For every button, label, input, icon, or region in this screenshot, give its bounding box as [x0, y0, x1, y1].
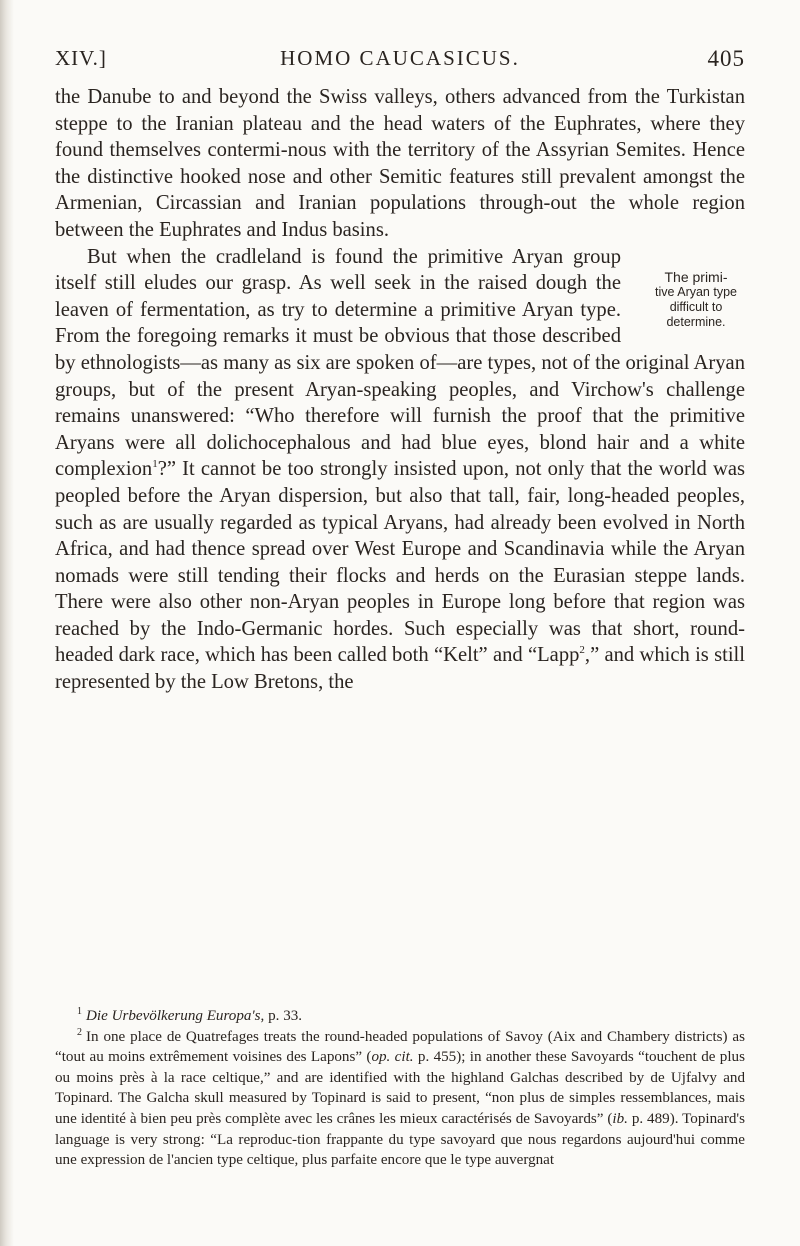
footnote-ref-1: 1 [152, 458, 158, 471]
margin-note-line: determine. [666, 314, 726, 329]
paragraph-2-text-end: ,” and which is still represented by the Low Bretons, the [55, 644, 745, 694]
footnote-mark-2: 2 [77, 1026, 82, 1038]
footnotes [55, 1006, 745, 1171]
body-text [55, 84, 745, 696]
margin-note [635, 270, 757, 330]
paragraph-1: the Danube to and beyond the Swiss valleys, others advanced from the Turkistan steppe to the Iranian plateau and the head waters of the Euphrates, where they found themselves contermi-nous with the territory of the Assyrian Semites. Hence the distinctive hooked nose and other Semitic features still prevalent amongst the Armenian, Circassian and Iranian populations through-out the whole region between the Euphrates and Indus basins. [55, 86, 745, 241]
footnote-2-text: In one place de Quatrefages treats the round-headed populations of Savoy (Aix and Chambery districts) as “tout au moins extrêmement voisines des Lapons” ( [55, 1028, 745, 1066]
footnote-mark-1: 1 [77, 1005, 82, 1017]
paragraph-2-text: But when the cradleland is found the primitive Aryan group itself still eludes our grasp. As well seek in the raised dough the leaven of fermentation, as try to determine a primitive Aryan type. From the foregoing remarks it must be obvious that those described by ethnologists—as many as six are spoken of—are types, not of the original Aryan groups, but of the present Aryan-speaking peoples, and Virchow's challenge remains unanswered: “Who therefore will furnish the proof that the primitive Aryans were all dolichocephalous and had blue eyes, blond hair and a white complexion [55, 245, 745, 481]
footnote-2 [55, 1027, 745, 1171]
footnote-2-text: p. 455); in another these Savoyards “touchent de plus ou moins près à la race celtique,” and are identified with the highland Galchas described by de Ujfalvy and Topinard. The Galcha skull measured by Topinard is said to present, “non plus de simples ressemblances, mais une identité à bien peu près complète avec les crânes les mieux caractérisés de Savoyards” ( [55, 1049, 745, 1127]
running-title: HOMO CAUCASICUS. [280, 46, 520, 70]
citation-abbrev: ib. [612, 1110, 628, 1127]
margin-note-line: difficult to [669, 299, 723, 314]
margin-note-line: The primi- [664, 268, 728, 285]
citation-abbrev: op. cit. [371, 1049, 414, 1066]
footnote-1-text: , p. 33. [260, 1008, 303, 1024]
footnote-1 [55, 1006, 745, 1027]
page-number: 405 [707, 46, 745, 71]
margin-note-line: tive Aryan type [655, 284, 737, 299]
chapter-number: XIV.] [55, 46, 107, 70]
binding-edge [0, 0, 14, 1246]
paragraph-2-text-cont: ?” It cannot be too strongly insisted upon, not only that the world was peopled before the Aryan dispersion, but also that tall, fair, long-headed peoples, such as are usually regarded as typical Aryans, had already been evolved in North Africa, and had thence spread over West Europe and Scandinavia while the Aryan nomads were still tending their flocks and herds on the Eurasian steppe lands. There were also other non-Aryan peoples in Europe long before that region was reached by the Indo-Germanic hordes. Such especially was that short, round-headed dark race, which has been called both “Kelt” and “Lapp [55, 458, 745, 667]
running-head [55, 46, 745, 80]
cited-title: Die Urbevölkerung Europa's [86, 1008, 261, 1024]
paragraph-2 [55, 244, 745, 696]
footnote-ref-2: 2 [579, 644, 585, 657]
footnote-2-text: p. 489). Topinard's language is very strong: “La reproduc-tion frappante du type savoyard que nous regardons aujourd'hui comme une expression de l'ancien type celtique, plus parfaite encore que le type auvergnat [55, 1110, 745, 1169]
